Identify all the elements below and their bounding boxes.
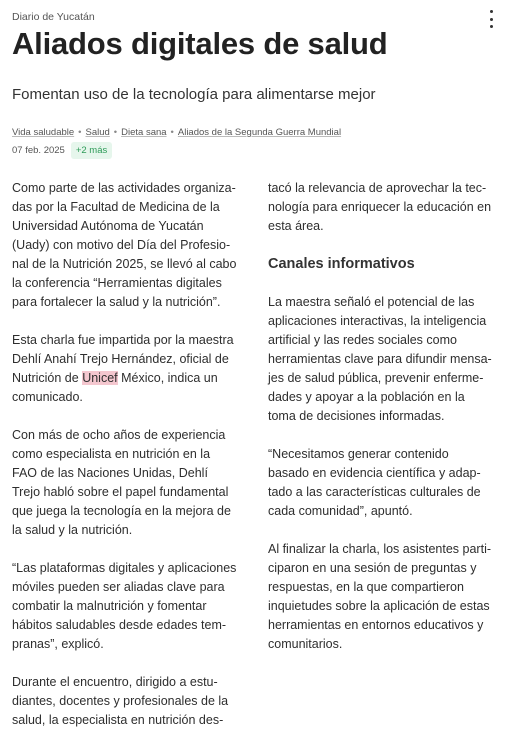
- highlighted-text[interactable]: Unicef: [82, 371, 118, 385]
- tag-salud[interactable]: Salud: [85, 127, 110, 138]
- tag-separator: •: [78, 127, 82, 138]
- more-tags-badge[interactable]: +2 más: [71, 142, 112, 159]
- body-paragraph: Al finalizar la charla, los asistentes parti- ciparon en una sesión de preguntas y respuestas, en la que compartieron inquietudes sobre la aplicación de estas herramientas en entornos educativos y comunitarios.: [268, 542, 492, 651]
- body-paragraph: Durante el encuentro, dirigido a estu- diantes, docentes y profesionales de la salud, la especialista en nutrición des-: [12, 675, 229, 727]
- article-meta: [12, 142, 112, 159]
- body-paragraph: La maestra señaló el potencial de las aplicaciones interactivas, la inteligencia artificial y las redes sociales como herramientas clave para difundir mensa- jes de salud pública, prevenir enferme- dades y apoyar a la población en la toma de decisiones informadas.: [268, 295, 492, 423]
- tag-separator: •: [170, 127, 174, 138]
- body-paragraph: “Necesitamos generar contenido basado en evidencia científica y adap- tado a las características culturales de cada comunidad”, apuntó.: [268, 447, 481, 518]
- body-paragraph: “Las plataformas digitales y aplicaciones móviles pueden ser aliadas clave para combatir la malnutrición y fomentar hábitos saludables desde edades tem- pranas”, explicó.: [12, 561, 237, 651]
- article-subtitle: Fomentan uso de la tecnología para alimentarse mejor: [12, 86, 376, 103]
- article-title: Aliados digitales de salud: [12, 26, 388, 61]
- body-paragraph: tacó la relevancia de aprovechar la tec- nología para enriquecer la educación en esta área.: [268, 181, 492, 233]
- tag-separator: •: [113, 127, 118, 138]
- more-options-icon[interactable]: [484, 10, 498, 28]
- tag-aliados-segunda-guerra[interactable]: Aliados de la Segunda Guerra Mundial: [177, 127, 342, 138]
- tag-list: [12, 127, 341, 138]
- article-body-right-column: [268, 179, 498, 673]
- section-heading: Canales informativos: [268, 256, 415, 272]
- tag-dieta-sana[interactable]: Dieta sana: [121, 127, 167, 138]
- body-paragraph: Esta charla fue impartida por la maestra Dehlí Anahí Trejo Hernández, oficial de Nutrición de Unicef México, indica un comunicado.: [12, 333, 234, 404]
- body-paragraph: Con más de ocho años de experiencia como especialista en nutrición en la FAO de las Naciones Unidas, Dehlí Trejo habló sobre el papel fundamental que juega la tecnología en la mejora de la salud y la nutrición.: [12, 428, 231, 537]
- publish-date: 07 feb. 2025: [12, 145, 65, 156]
- publication-name: Diario de Yucatán: [12, 11, 95, 23]
- body-paragraph: Como parte de las actividades organiza- das por la Facultad de Medicina de la Universidad Autónoma de Yucatán (Uady) con motivo del Día del Profesio- nal de la Nutrición 2025, se llevó al cabo la conferencia “Herramientas digitales para fortalecer la salud y la nutrición”.: [12, 181, 237, 309]
- article-body-left-column: [12, 179, 238, 749]
- tag-vida-saludable[interactable]: Vida saludable: [12, 127, 75, 138]
